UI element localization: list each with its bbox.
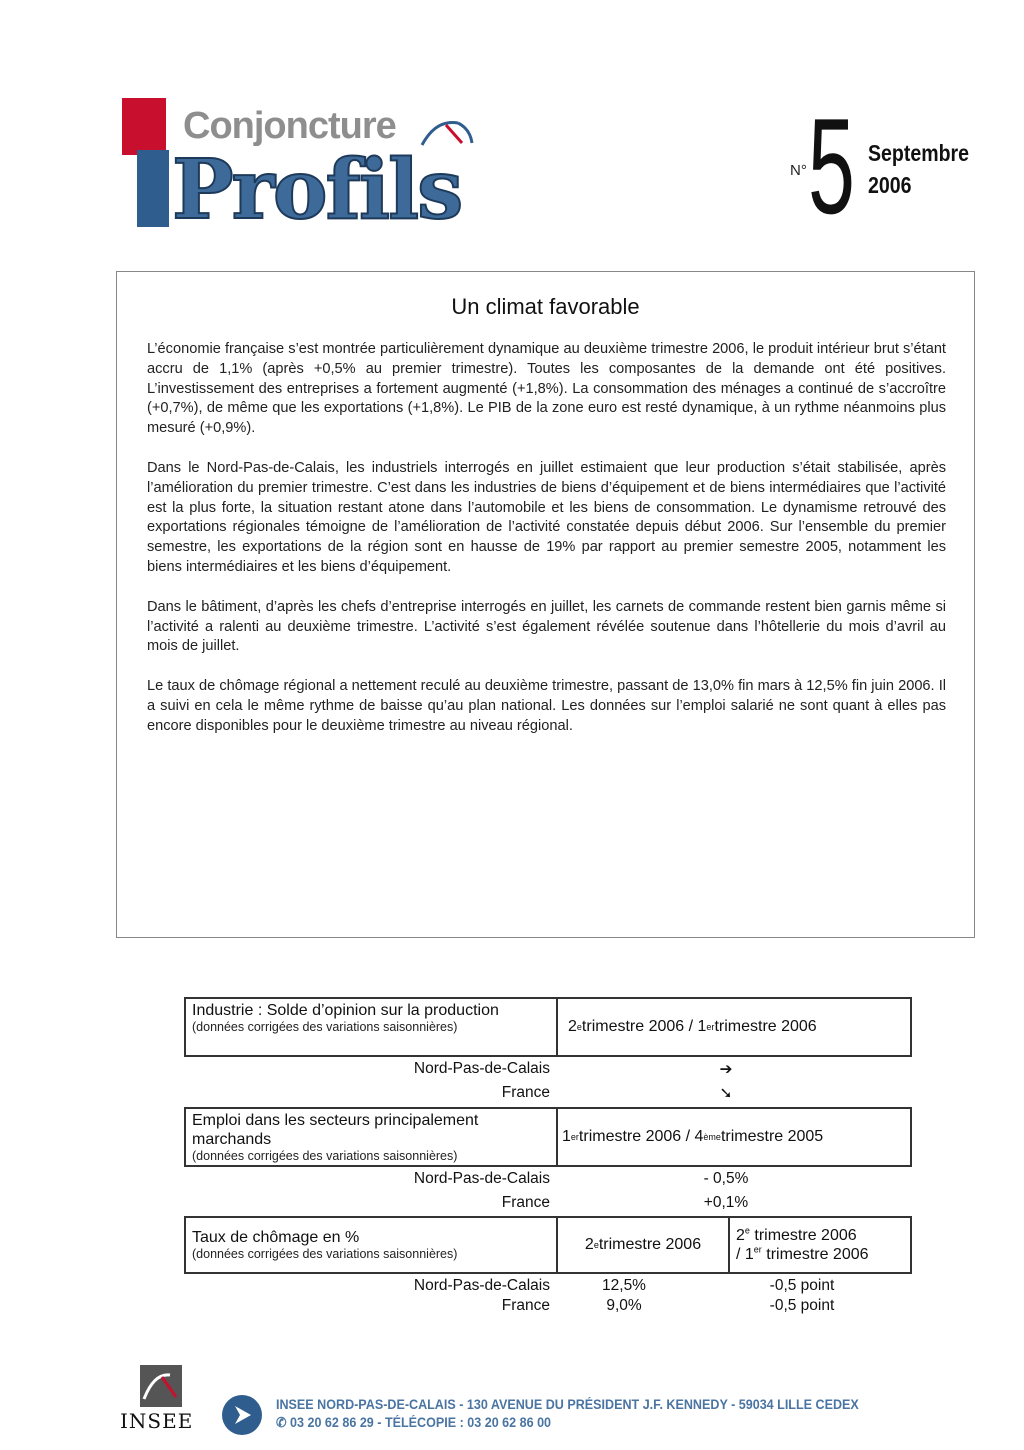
table-header: [184, 1107, 912, 1167]
row-label: France: [501, 1084, 550, 1101]
table-header-title-cell: [186, 999, 558, 1055]
table-period: 1 er trimestre 2006 / 4 ème trimestre 2005: [562, 1128, 824, 1145]
logo-profils-text: Profils: [172, 142, 462, 238]
article-title: Un climat favorable: [451, 294, 640, 319]
arrow-right-icon: [222, 1395, 262, 1435]
row-label: Nord-Pas-de-Calais: [413, 1170, 550, 1187]
arrow-circle-icon: [222, 1395, 262, 1435]
table-row: [184, 1191, 912, 1215]
insee-logo-square: [140, 1365, 182, 1407]
insee-logo: [118, 1365, 194, 1435]
row-value-change: -0,5 point: [769, 1277, 835, 1294]
table-title: Emploi dans les secteurs principalement marchands: [192, 1112, 479, 1148]
table-header-title-cell: [186, 1109, 558, 1165]
conjoncture-profils-logo: [120, 95, 560, 238]
row-value: +0,1%: [703, 1194, 749, 1211]
emploi-table: [184, 1107, 912, 1215]
issue-year: 2006: [868, 172, 912, 198]
chomage-table: [184, 1216, 912, 1314]
trend-arrow-down-right-icon: ➘: [719, 1085, 733, 1102]
row-value-change: -0,5 point: [769, 1297, 835, 1314]
row-label: France: [501, 1194, 550, 1211]
row-label: Nord-Pas-de-Calais: [413, 1277, 550, 1294]
row-value-rate: 12,5%: [602, 1277, 646, 1294]
insee-chart-icon: [140, 1365, 182, 1407]
table-title: Industrie : Solde d’opinion sur la production: [192, 1002, 499, 1019]
table-subtitle: (données corrigées des variations saisonnières): [192, 1020, 458, 1034]
table-header-title-cell: [186, 1218, 558, 1272]
article-paragraph: Le taux de chômage régional a nettement reculé au deuxième trimestre, passant de 13,0% fin mars à 12,5% fin juin 2006. Il a suivi en cela le même rythme de baisse qu’au plan national. Les données sur l’emploi salarié ne sont quant à elles pas encore disponibles pour le deuxième trimestre au niveau régional.: [147, 678, 946, 734]
row-label: France: [501, 1297, 550, 1314]
table-subtitle: (données corrigées des variations saisonnières): [192, 1149, 458, 1163]
period-column-2: 2e trimestre 2006 / 1er trimestre 2006: [736, 1225, 869, 1263]
article-box: [116, 271, 975, 938]
table-row: [184, 1057, 912, 1081]
insee-label: INSEE: [120, 1409, 194, 1433]
row-value-rate: 9,0%: [606, 1297, 642, 1314]
table-row: [184, 1294, 912, 1314]
logo-red-bar: [122, 98, 166, 155]
logo-conjoncture-text: Conjoncture: [183, 105, 396, 147]
industrie-table: [184, 997, 912, 1105]
phone-icon: ✆: [276, 1415, 291, 1430]
table-row: [184, 1274, 912, 1294]
issue-prefix: N°: [790, 162, 807, 179]
row-value: - 0,5%: [703, 1170, 749, 1187]
table-periods: [558, 1218, 910, 1272]
table-period: 2 e trimestre 2006 / 1 er trimestre 2006: [568, 1018, 817, 1035]
issue-month: Septembre: [868, 140, 970, 166]
logo-blue-bar: [137, 150, 169, 227]
table-title: Taux de chômage en %: [192, 1229, 360, 1246]
table-subtitle: (données corrigées des variations saisonnières): [192, 1247, 458, 1261]
article-paragraph: Dans le Nord-Pas-de-Calais, les industriels interrogés en juillet estimaient que leur production s’était stabilisée, après l’amélioration du premier trimestre. C’est dans les industries de biens d’équipement et de biens intermédiaires que l’activité est la plus forte, la situation restant atone dans l’automobile et les biens de consommation. Le dynamisme retrouvé des exportations régionales témoigne de l’amélioration de l’activité constatée depuis début 2006. Sur l’ensemble du premier semestre, les exportations de la région sont en hausse de 19% par rapport au premier semestre 2005, notamment les biens intermédiaires et les biens d’équipement.: [147, 459, 946, 575]
trend-arrow-right-icon: ➔: [719, 1061, 733, 1078]
issue-info: [790, 90, 990, 242]
row-label: Nord-Pas-de-Calais: [413, 1060, 550, 1077]
issue-number: 5: [808, 90, 855, 242]
footer-phone: 03 20 62 86 29 - TÉLÉCOPIE : 03 20 62 86 00: [290, 1415, 552, 1430]
period-column-1: 2 e trimestre 2006: [558, 1218, 730, 1272]
article-paragraph: Dans le bâtiment, d’après les chefs d’entreprise interrogés en juillet, les carnets de commande restent bien garnis même si l’activité a ralenti au deuxième trimestre. L’activité s’est également révélée soutenue dans l’hôtellerie du mois d’avril au mois de juillet.: [147, 598, 946, 655]
table-row: [184, 1081, 912, 1105]
table-row: [184, 1167, 912, 1191]
article-paragraph: L’économie française s’est montrée particulièrement dynamique au deuxième trimestre 2006, le produit intérieur brut s’étant accru de 1,1% (après +0,5% au premier trimestre). Toutes les composantes de la demande ont été positives. L’investissement des entreprises a fortement augmenté (+1,8%). La consommation des ménages a continué de s’accroître (+0,7%), de même que les exportations (+1,8%). Le PIB de la zone euro est resté dynamique, à un rythme néanmoins plus mesuré (+0,9%).: [147, 341, 946, 437]
footer-phone-line: [276, 1415, 551, 1431]
article-body: [147, 340, 946, 757]
table-header: [184, 997, 912, 1057]
table-header: [184, 1216, 912, 1274]
footer-address: INSEE NORD-PAS-DE-CALAIS - 130 AVENUE DU PRÉSIDENT J.F. KENNEDY - 59034 LILLE CEDEX: [276, 1397, 859, 1412]
